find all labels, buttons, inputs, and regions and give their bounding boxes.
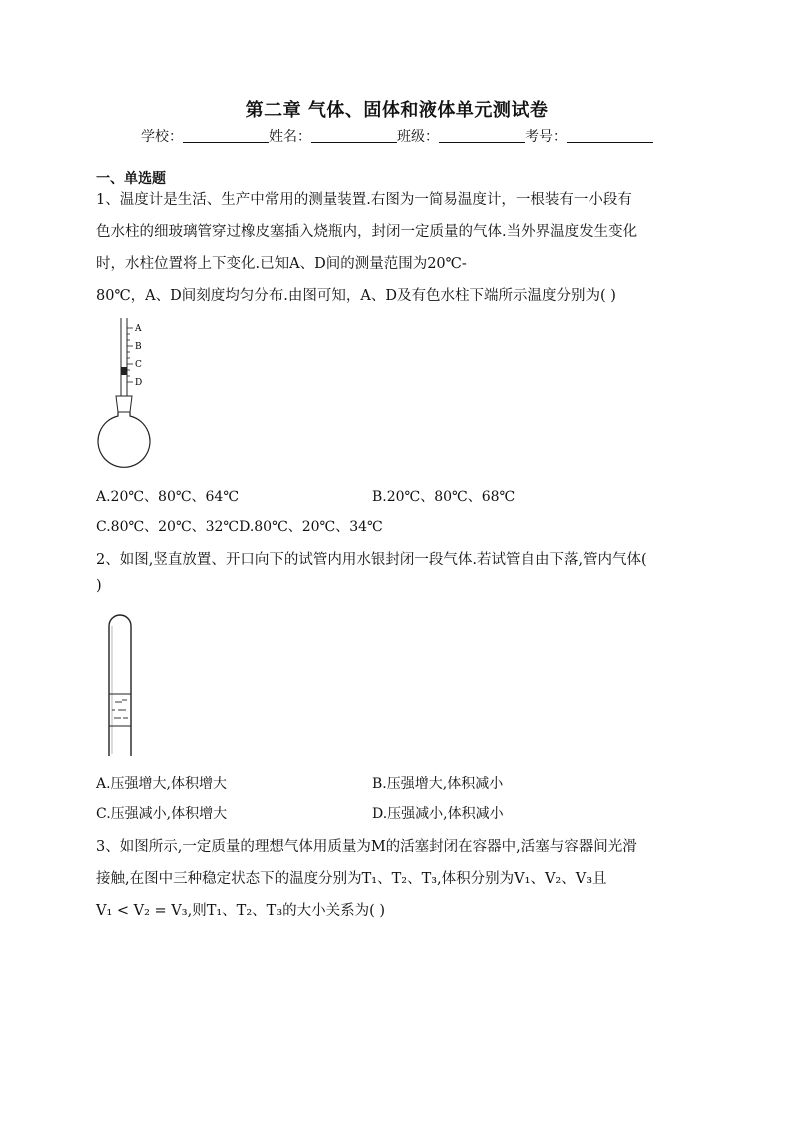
- name-blank[interactable]: [311, 128, 397, 143]
- flask: [98, 412, 150, 467]
- name-label: 姓名：: [269, 129, 311, 145]
- thermometer-figure: [94, 312, 164, 472]
- exam-no-blank[interactable]: [567, 128, 653, 143]
- liquid-column: [121, 367, 127, 375]
- q2-option-a[interactable]: A.压强增大,体积增大: [96, 776, 228, 792]
- q3-line-3: V₁ < V₂ = V₃,则T₁、T₂、T₃的大小关系为( ): [96, 903, 386, 919]
- q2-line-2: ): [96, 578, 102, 594]
- school-blank[interactable]: [183, 128, 269, 143]
- q1-option-b[interactable]: B.20℃、80℃、68℃: [372, 489, 516, 505]
- student-info-row: [0, 126, 794, 146]
- q3-line-2: 接触,在图中三种稳定状态下的温度分别为T₁、T₂、T₃,体积分别为V₁、V₂、V₃且: [96, 871, 607, 887]
- q2-option-c[interactable]: C.压强减小,体积增大: [96, 806, 228, 822]
- exam-no-label: 考号：: [525, 129, 567, 145]
- scale-label-b: B: [135, 342, 142, 352]
- test-tube: [109, 615, 131, 756]
- section-heading: 一、单选题: [96, 171, 166, 187]
- q1-line-2: 色水柱的细玻璃管穿过橡皮塞插入烧瓶内，封闭一定质量的气体.当外界温度发生变化: [96, 224, 638, 240]
- q1-line-3: 时，水柱位置将上下变化.已知A、D间的测量范围为20℃-: [96, 256, 467, 272]
- q2-option-d[interactable]: D.压强减小,体积减小: [372, 806, 504, 822]
- q2-option-b[interactable]: B.压强增大,体积减小: [372, 776, 504, 792]
- q1-line-4: 80℃，A、D间刻度均匀分布.由图可知，A、D及有色水柱下端所示温度分别为( ): [96, 288, 616, 304]
- q1-option-a[interactable]: A.20℃、80℃、64℃: [96, 489, 239, 505]
- q2-line-1: 2、如图,竖直放置、开口向下的试管内用水银封闭一段气体.若试管自由下落,管内气体(: [96, 552, 647, 568]
- q3-line-1: 3、如图所示,一定质量的理想气体用质量为M的活塞封闭在容器中,活塞与容器间光滑: [96, 839, 637, 855]
- q1-option-cd[interactable]: C.80℃、20℃、32℃D.80℃、20℃、34℃: [96, 519, 383, 535]
- scale-label-d: D: [135, 378, 143, 388]
- page-title: 第二章 气体、固体和液体单元测试卷: [245, 100, 549, 121]
- school-label: 学校：: [141, 129, 183, 145]
- class-label: 班级：: [397, 129, 439, 145]
- scale-label-c: C: [135, 360, 142, 370]
- rubber-stopper: [116, 396, 132, 412]
- q1-line-1: 1、温度计是生活、生产中常用的测量装置.右图为一简易温度计，一根装有一小段有: [96, 192, 632, 208]
- scale-label-a: A: [135, 324, 142, 334]
- class-blank[interactable]: [439, 128, 525, 143]
- test-tube-figure: [100, 612, 140, 762]
- mercury-column: [109, 694, 131, 726]
